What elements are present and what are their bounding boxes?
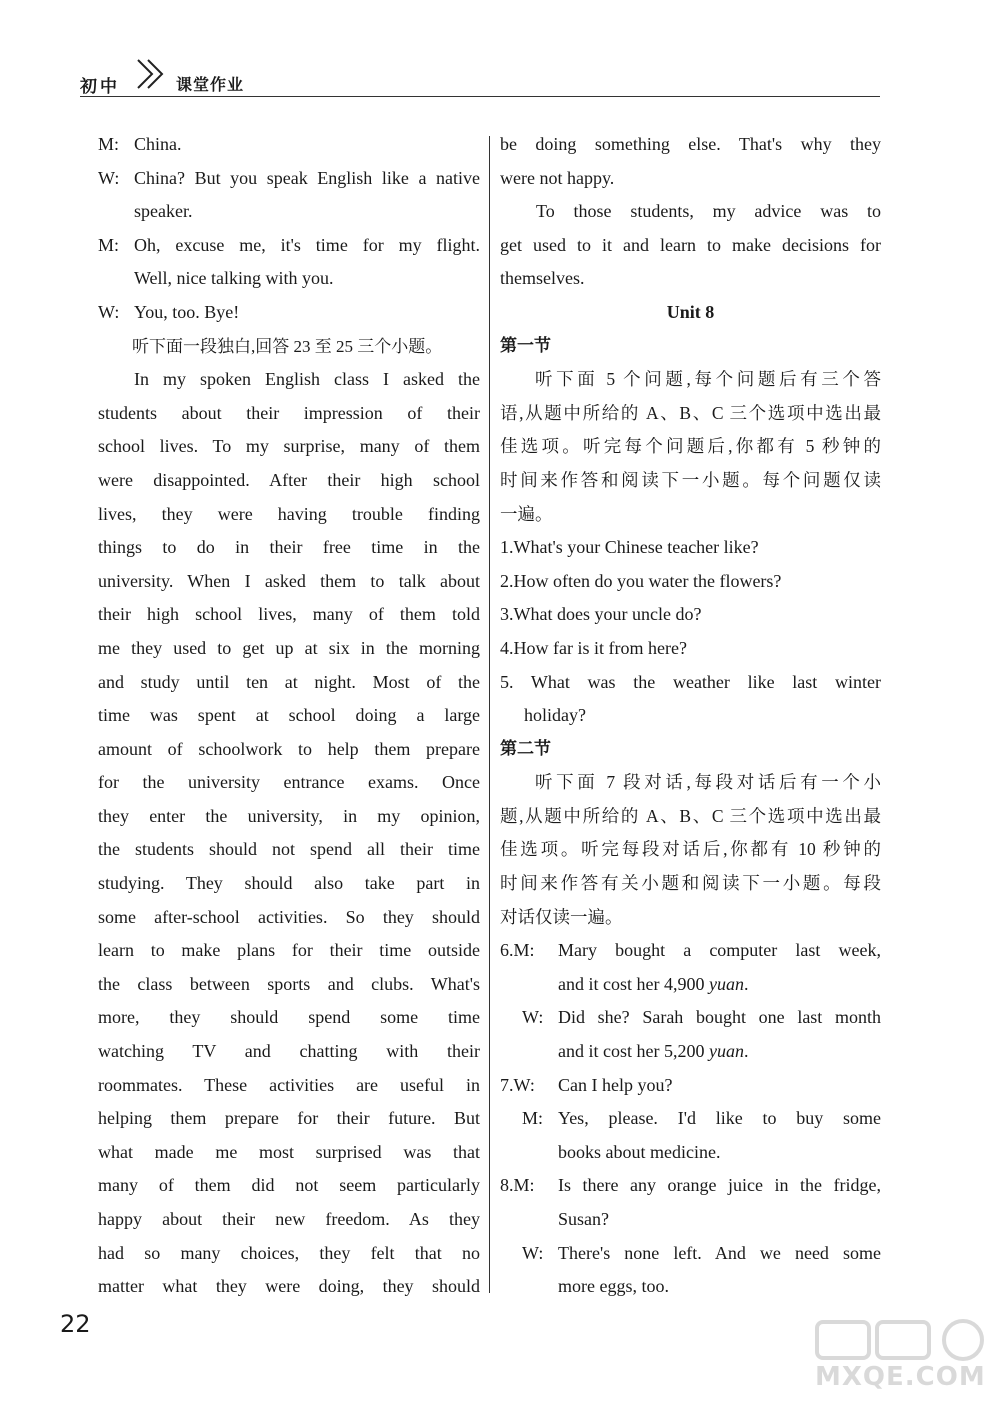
question-4: 4.How far is it from here? [500, 637, 687, 658]
question-5: 5. What was the weather like last winter [500, 671, 881, 692]
unit-heading: Unit 8 [666, 301, 715, 322]
conversation-8-w: W: There's none left. And we need some more eggs, too. [522, 1242, 881, 1297]
page-number: 22 [60, 1310, 91, 1338]
dialogue-line: M: China. [98, 134, 182, 154]
question-3: 3.What does your uncle do? [500, 604, 702, 625]
double-chevron-icon [132, 54, 172, 94]
conversation-8-m: 8.M: Is there any orange juice in the fridge, Susan? [500, 1175, 881, 1229]
header-rule [80, 96, 880, 97]
dialogue-line: W: You, too. Bye! [98, 301, 240, 322]
left-column [98, 128, 480, 1304]
advice-paragraph: To those students, my advice was to [536, 201, 881, 222]
dialogue-line: M: Oh, excuse me, it's time for my flight. Well, nice talking with you. [98, 234, 480, 289]
conversation-6-m: 6.M: Mary bought a computer last week, and it cost her 4,900 yuan. [500, 940, 881, 994]
question-2: 2.How often do you water the flowers? [500, 570, 782, 591]
column-divider [489, 136, 490, 1293]
conversation-7-m: M: Yes, please. I'd like to buy some books about medicine. [522, 1108, 881, 1162]
header-title: 课堂作业 [176, 75, 245, 94]
section-2-heading: 第二节 [500, 738, 551, 759]
header-level: 初中 [80, 77, 120, 97]
section-1-heading: 第一节 [500, 335, 551, 356]
monologue-instruction: 听下面一段独白,回答 23 至 25 三个小题。 [132, 336, 443, 356]
section-2-instruction: 听下面 7 段对话,每段对话后有一个小 题,从题中所给的 A、B、C 三个选项中选出最 佳选项。听完每段对话后,你都有 10 秒钟的 时间来作答有关小题和阅读下一小题。每段 对话仅读一遍。 [500, 772, 881, 927]
conversation-6-w: W: Did she? Sarah bought one last month and it cost her 5,200 yuan. [522, 1007, 881, 1062]
dialogue-line: W: China? But you speak English like a native speaker. [98, 167, 480, 222]
monologue-passage: In my spoken English class I asked the students about their impression of their school lives. To my surprise, many of them were disappointed. After their high school lives, they were having trouble finding things to do in their free time in the university. When I asked them to talk about their high school lives, many of them told me they used to get up at six in the morning and study until ten at night. Most of the time was spent at school doing a large amount of schoolwork to help them prepare for the university entrance exams. Once they enter the university, in my opinion, the students should not spend all their time studying. They should also take part in some after-school activities. So they should learn to make plans for their time outside the class between sports and clubs. What's more, they should spend some time watching TV and chatting with their roommates. These activities are useful in helping them prepare for their future. But what made me most surprised was that many of them did not seem particularly happy about their new freedom. As they had so many choices, they felt that no matter what they were doing, they should [98, 369, 480, 1297]
section-1-instruction: 听下面 5 个问题,每个问题后有三个答 语,从题中所给的 A、B、C 三个选项中选出最 佳选项。听完每个问题后,你都有 5 秒钟的 时间来作答和阅读下一小题。每个问题仅读 一遍。 [500, 369, 881, 524]
page-header [80, 54, 880, 100]
watermark-text: MXQE.COM [815, 1362, 986, 1392]
passage-continued: be doing something else. That's why they [500, 134, 881, 154]
watermark [815, 1318, 995, 1402]
conversation-7-w: 7.W: Can I help you? [500, 1074, 673, 1095]
question-1: 1.What's your Chinese teacher like? [500, 537, 759, 558]
watermark-logo-icon [815, 1318, 995, 1362]
right-column: be doing something else. That's why they were not happy. To those students, my advice was to get used to it and learn to make decisions for themselves. Unit 8 第一节 听下面 5 个问题,每个问题后有三个答 语,从题中所给的 A、B、C 三个选项中选出最 佳选项。听完每个问题后,你都有 5 秒钟的 时间来作答和阅读下一小题。每个问题仅读 一遍。 1.What's your Chinese teacher like? 2.How often do you water the flowers? 3.What does your uncle do? 4.How far is it from here? 5. What was the weather like last winter holiday? 第二节 听下面 7 段对话,每段对话后有一个小 题,从题中所给的 A、B、C 三个选项中选出最 佳选项。听完每段对话后,你都有 10 秒钟的 时间来作答有关小题和阅读下一小题。每段 对话仅读一遍。 6.M: Mary bought a computer last week, and it cost her 4,900 yuan. W: Did she? Sarah bought one last month and it cost her 5,200 yuan. 7.W: Can I help you? M: Yes, please. I'd like to buy some books about medicine. 8.M: Is there any orange juice in the fridge, Susan? W: There's none left. And we need some more eggs, too. [500, 128, 881, 1304]
